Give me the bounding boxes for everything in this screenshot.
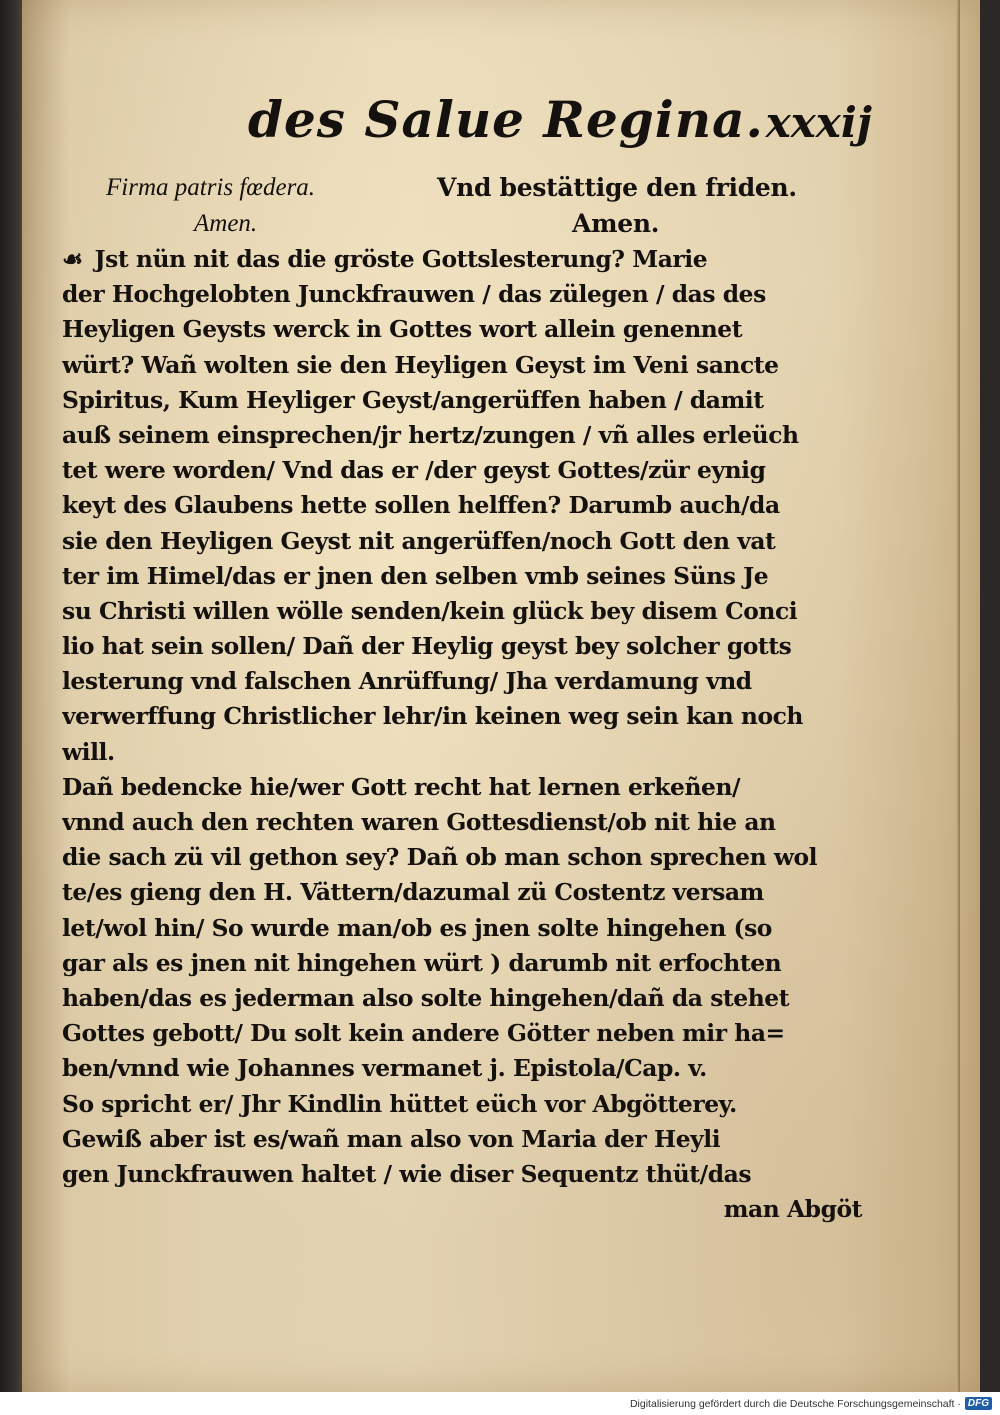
footer-credit: Digitalisierung gefördert durch die Deutsche Forschungsgemeinschaft · xyxy=(629,1397,961,1410)
german-verse-1: Vnd bestättige den friden. xyxy=(437,173,797,202)
text-line: Gottes gebott/ Du solt kein andere Götter neben mir ha= xyxy=(62,1019,785,1048)
text-line: ☙ Jst nün nit das die gröste Gottslesterung? Marie xyxy=(62,242,872,277)
text-line: Spiritus, Kum Heyliger Geyst/angerüffen haben / damit xyxy=(62,385,764,414)
folio-number: xxxij xyxy=(765,98,872,147)
paragraph-3 xyxy=(62,1122,872,1228)
running-head: des Salue Regina. xyxy=(248,90,764,149)
text-line: vnnd auch den rechten waren Gottesdienst/ob nit hie an xyxy=(62,808,776,836)
text-line: haben/das es jederman also solte hingehen/dañ da stehet xyxy=(62,983,790,1012)
text-line: Gewiß aber ist es/wañ man also von Maria der Heyli xyxy=(62,1124,721,1153)
text-line: ben/vnnd wie Johannes vermanet j. Epistola/Cap. v. xyxy=(62,1054,707,1083)
text-line: will. xyxy=(62,737,115,766)
text-line: So spricht er/ Jhr Kindlin hüttet eüch vor Abgötterey. xyxy=(62,1089,737,1118)
text-line: lesterung vnd falschen Anrüffung/ Jha verdamung vnd xyxy=(62,667,752,696)
catchword: man Abgöt xyxy=(723,1195,862,1224)
text-line: ter im Himel/das er jnen den selben vmb seines Süns Je xyxy=(62,561,769,590)
text-line: let/wol hin/ So wurde man/ob es jnen solte hingehen (so xyxy=(62,913,772,942)
german-verse-2: Amen. xyxy=(572,209,660,238)
dfg-logo-icon: DFG xyxy=(965,1397,992,1410)
text-line: tet were worden/ Vnd das er /der geyst Gottes/zür eynig xyxy=(62,456,766,485)
text-line: su Christi willen wölle senden/kein glück bey disem Conci xyxy=(62,596,798,625)
paragraph-2 xyxy=(62,770,872,1122)
text-line: der Hochgelobten Junckfrauwen / das zülegen / das des xyxy=(62,280,766,309)
text-line: Dañ bedencke hie/wer Gott recht hat lernen erkeñen/ xyxy=(62,772,741,801)
text-line: würt? Wañ wolten sie den Heyligen Geyst im Veni sancte xyxy=(62,350,779,379)
text-line: Heyligen Geysts werck in Gottes wort allein genennet xyxy=(62,315,743,344)
digitization-footer xyxy=(0,1392,1000,1415)
page-header xyxy=(62,70,872,170)
text-block xyxy=(62,70,872,1227)
text-line: die sach zü vil gethon sey? Dañ ob man schon sprechen wol xyxy=(62,843,818,872)
paragraph-1 xyxy=(62,242,872,770)
text-line: sie den Heyligen Geyst nit angerüffen/noch Gott den vat xyxy=(62,526,776,555)
text-line: gen Junckfrauwen haltet / wie diser Sequentz thüt/das xyxy=(62,1159,752,1188)
text-line: verwerffung Christlicher lehr/in keinen weg sein kan noch xyxy=(62,702,803,731)
text-line: auß seinem einsprechen/jr hertz/zungen / vñ alles erleüch xyxy=(62,420,799,449)
text-line: lio hat sein sollen/ Dañ der Heylig geyst bey solcher gotts xyxy=(62,632,792,661)
text-line: keyt des Glaubens hette sollen helffen? Darumb auch/da xyxy=(62,491,780,520)
verse-row-1 xyxy=(62,170,872,206)
book-page xyxy=(22,0,980,1392)
pilcrow-icon: ☙ xyxy=(62,245,83,273)
page-edge xyxy=(956,0,960,1392)
text-line: gar als es jnen nit hingehen würt ) darumb nit erfochten xyxy=(62,948,782,977)
latin-verse-1: Firma patris fœdera. xyxy=(106,174,316,201)
latin-verse-2: Amen. xyxy=(194,210,258,237)
text-line: te/es gieng den H. Vättern/dazumal zü Costentz versam xyxy=(62,878,764,907)
verse-row-2 xyxy=(62,206,872,242)
